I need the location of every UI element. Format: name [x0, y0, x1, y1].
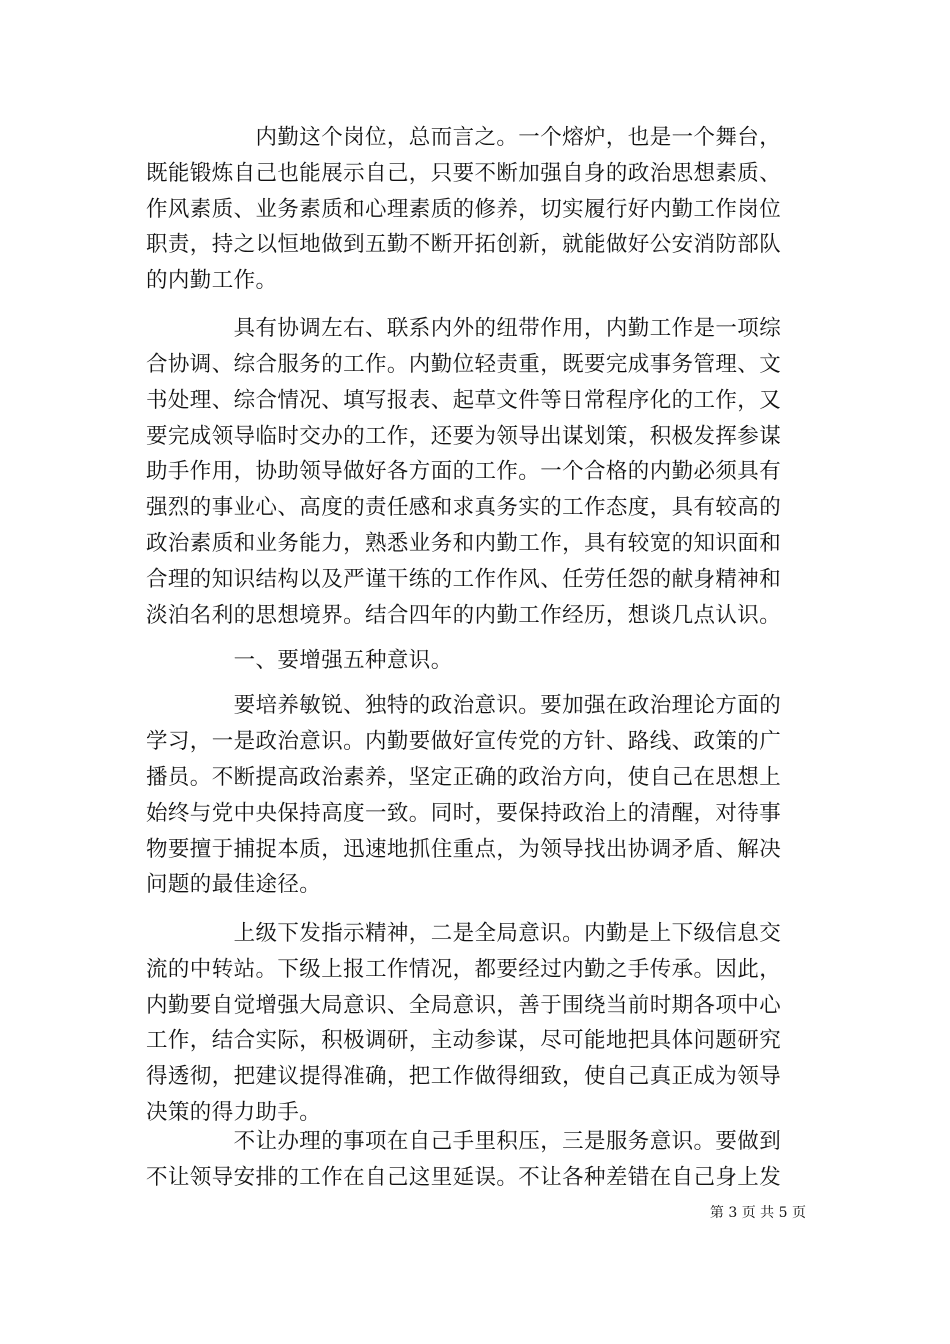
text-line: 始终与党中央保持高度一致。同时，要保持政治上的清醒，对待事 — [146, 801, 782, 826]
text-line: 要培养敏锐、独特的政治意识。要加强在政治理论方面的 — [146, 693, 782, 718]
text-line: 的内勤工作。 — [146, 268, 278, 293]
text-line: 不让领导安排的工作在自己这里延误。不让各种差错在自己身上发 — [146, 1165, 782, 1190]
text-line: 强烈的事业心、高度的责任感和求真务实的工作态度，具有较高的 — [146, 495, 782, 520]
text-line: 内勤要自觉增强大局意识、全局意识，善于围绕当前时期各项中心 — [146, 993, 782, 1018]
text-line: 上级下发指示精神，二是全局意识。内勤是上下级信息交 — [146, 921, 782, 946]
text-line: 内勤这个岗位，总而言之。一个熔炉，也是一个舞台， — [146, 125, 782, 150]
text-line: 问题的最佳途径。 — [146, 872, 322, 897]
text-line: 流的中转站。下级上报工作情况，都要经过内勤之手传承。因此， — [146, 957, 782, 982]
section-heading: 一、要增强五种意识。 — [146, 648, 453, 673]
text-line: 书处理、综合情况、填写报表、起草文件等日常程序化的工作，又 — [146, 388, 782, 413]
text-line: 淡泊名利的思想境界。结合四年的内勤工作经历，想谈几点认识。 — [146, 603, 782, 628]
text-line: 政治素质和业务能力，熟悉业务和内勤工作，具有较宽的知识面和 — [146, 531, 782, 556]
text-line: 具有协调左右、联系内外的纽带作用，内勤工作是一项综 — [146, 316, 782, 341]
text-line: 既能锻炼自己也能展示自己，只要不断加强自身的政治思想素质、 — [146, 161, 782, 186]
text-line: 职责，持之以恒地做到五勤不断开拓创新，就能做好公安消防部队 — [146, 232, 782, 257]
text-line: 作风素质、业务素质和心理素质的修养，切实履行好内勤工作岗位 — [146, 197, 782, 222]
text-line: 播员。不断提高政治素养，坚定正确的政治方向，使自己在思想上 — [146, 765, 782, 790]
text-line: 决策的得力助手。 — [146, 1100, 322, 1125]
text-line: 合协调、综合服务的工作。内勤位轻责重，既要完成事务管理、文 — [146, 352, 782, 377]
text-line: 不让办理的事项在自己手里积压，三是服务意识。要做到 — [146, 1129, 782, 1154]
text-line: 得透彻，把建议提得准确，把工作做得细致，使自己真正成为领导 — [146, 1064, 782, 1089]
text-line: 助手作用，协助领导做好各方面的工作。一个合格的内勤必须具有 — [146, 459, 782, 484]
text-line: 合理的知识结构以及严谨干练的工作作风、任劳任怨的献身精神和 — [146, 567, 782, 592]
text-line: 物要擅于捕捉本质，迅速地抓住重点，为领导找出协调矛盾、解决 — [146, 837, 782, 862]
text-line: 学习，一是政治意识。内勤要做好宣传党的方针、路线、政策的广 — [146, 729, 782, 754]
page-number-footer: 第 3 页 共 5 页 — [709, 1205, 806, 1221]
text-line: 工作，结合实际，积极调研，主动参谋，尽可能地把具体问题研究 — [146, 1028, 782, 1053]
text-line: 要完成领导临时交办的工作，还要为领导出谋划策，积极发挥参谋 — [146, 424, 782, 449]
